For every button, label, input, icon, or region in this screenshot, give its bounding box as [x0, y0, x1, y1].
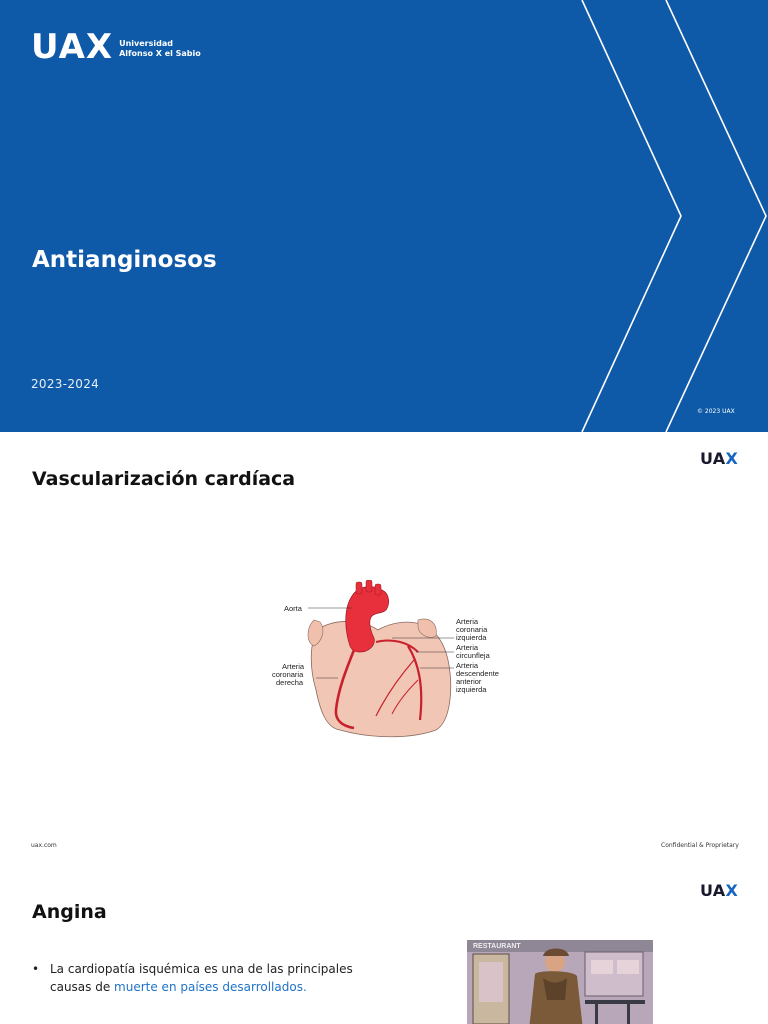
logo-line-1: Universidad	[119, 39, 173, 48]
footer-confidential: Confidential & Proprietary	[661, 842, 739, 849]
academic-year: 2023-2024	[31, 377, 100, 391]
bullet-marker: •	[32, 962, 40, 976]
heart-illustration	[268, 580, 508, 750]
label-lad-1: Arteria	[456, 661, 479, 670]
vascularization-slide	[0, 432, 768, 864]
label-lca-3: izquierda	[456, 633, 487, 642]
copyright-notice: © 2023 UAX	[697, 408, 735, 415]
logo-small-x: X	[725, 449, 739, 468]
heart-body	[311, 621, 450, 736]
logo-small-ua: UA	[700, 449, 726, 468]
bullet-item	[32, 960, 360, 996]
label-lca-2: coronaria	[456, 625, 488, 634]
uax-logo	[31, 27, 201, 67]
slide-title: Vascularización cardíaca	[32, 468, 296, 490]
label-rca-3: derecha	[276, 678, 304, 687]
label-lad-4: izquierda	[456, 685, 487, 694]
painting-image	[467, 940, 653, 1024]
logo-small-x: X	[725, 881, 739, 900]
footer-website: uax.com	[31, 842, 57, 849]
logo-university-name	[119, 39, 201, 59]
angina-slide	[0, 864, 768, 1024]
label-rca-1: Arteria	[282, 662, 305, 671]
label-aorta: Aorta	[284, 604, 302, 613]
presentation-title: Antianginosos	[32, 247, 217, 273]
logo-line-2: Alfonso X el Sabio	[119, 49, 201, 58]
bullet-text-plain: La cardiopatía isquémica es una de las principales causas de	[50, 962, 353, 994]
uax-small-logo	[700, 449, 738, 468]
uax-small-logo	[700, 881, 738, 900]
label-lad-3: anterior	[456, 677, 482, 686]
slide-title: Angina	[32, 901, 107, 923]
title-slide	[0, 0, 768, 432]
label-cx-1: Arteria	[456, 643, 479, 652]
heart-diagram	[268, 580, 508, 750]
label-cx-2: circunfleja	[456, 651, 490, 660]
label-lca-1: Arteria	[456, 617, 479, 626]
painting-sign: RESTAURANT	[473, 943, 521, 950]
bullet-text	[50, 960, 360, 996]
label-lad-2: descendente	[456, 669, 499, 678]
logo-small-ua: UA	[700, 881, 726, 900]
label-rca-2: coronaria	[272, 670, 304, 679]
bullet-text-highlight: muerte en países desarrollados.	[114, 980, 307, 994]
logo-mark: UAX	[31, 27, 114, 67]
